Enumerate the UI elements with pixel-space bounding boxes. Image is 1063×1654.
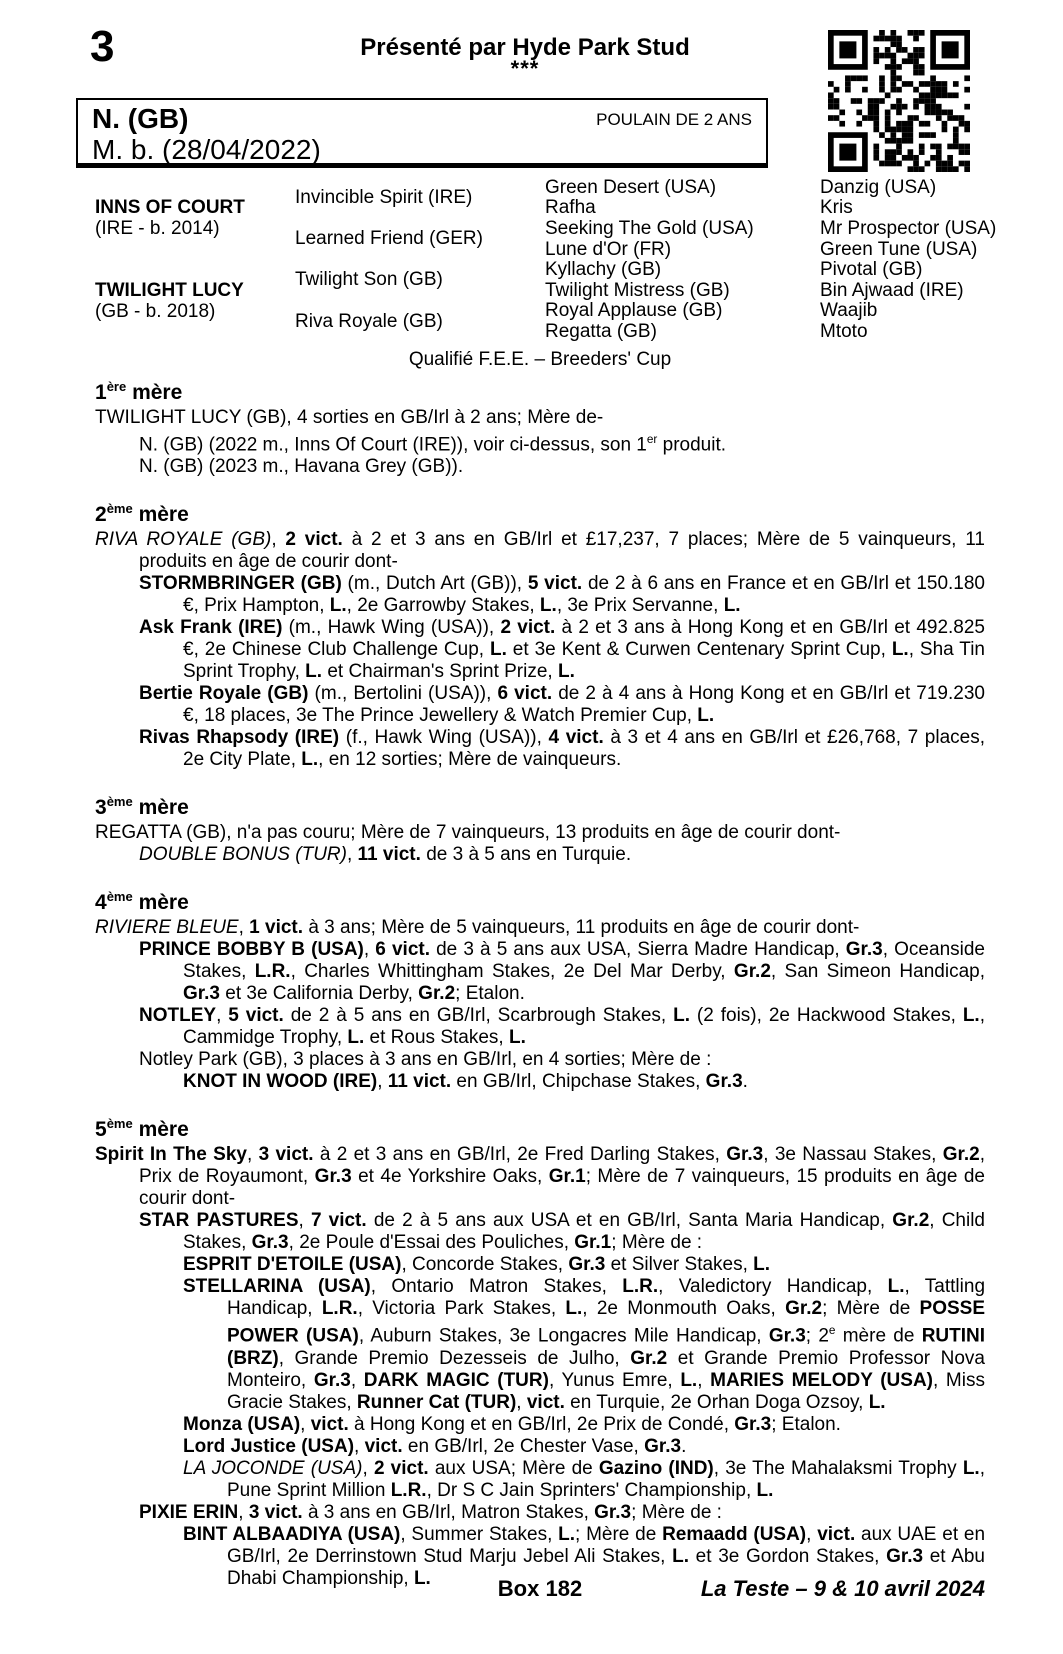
pedigree-paragraph: N. (GB) (2022 m., Inns Of Court (IRE)), voir ci-dessus, son 1er produit. <box>139 433 726 456</box>
pedigree-paragraph: Ask Frank (IRE) (m., Hawk Wing (USA)), 2 vict. à 2 et 3 ans à Hong Kong et en GB/Irl et 492.825 €, 2e Chinese Club Challenge Cup, L. et 3e Kent & Curwen Centenary Sprint Cup, L., Sha Tin Sprint Trophy, L. et Chairman's Sprint Prize, L. <box>139 617 985 683</box>
pedigree-ancestor-gen4: Waajib <box>820 300 878 322</box>
pedigree-table <box>95 176 997 342</box>
pedigree-ancestor-gen2: Twilight Son (GB) <box>295 269 443 291</box>
pedigree-paragraph: NOTLEY, 5 vict. de 2 à 5 ans en GB/Irl, Scarbrough Stakes, L. (2 fois), 2e Hackwood Stakes, L., Cammidge Trophy, L. et Rous Stakes, L. <box>139 1005 985 1049</box>
pedigree-paragraph: Spirit In The Sky, 3 vict. à 2 et 3 ans en GB/Irl, 2e Fred Darling Stakes, Gr.3, 3e Nassau Stakes, Gr.2, Prix de Royaumont, Gr.3 et 4e Yorkshire Oaks, Gr.1; Mère de 7 vainqueurs, 15 produits en âge de courir dont- <box>95 1144 985 1210</box>
pedigree-ancestor-gen3: Rafha <box>545 197 596 219</box>
pedigree-paragraph: RIVIERE BLEUE, 1 vict. à 3 ans; Mère de 5 vainqueurs, 11 produits en âge de courir dont- <box>95 917 860 939</box>
lot-name-box <box>76 98 768 168</box>
footer <box>95 1576 985 1602</box>
pedigree-ancestor-gen3: Twilight Mistress (GB) <box>545 279 730 301</box>
pedigree-paragraph: DOUBLE BONUS (TUR), 11 vict. de 3 à 5 ans en Turquie. <box>139 844 632 866</box>
ancestor-details: (GB - b. 2018) <box>95 300 216 322</box>
mere-heading: 1ère mère <box>95 379 183 404</box>
main-content <box>95 349 985 1590</box>
mere-heading: 4ème mère <box>95 889 189 915</box>
mere-heading: 5ème mère <box>95 1116 189 1142</box>
pedigree-ancestor-gen3: Green Desert (USA) <box>545 176 717 198</box>
mere-section <box>95 1112 985 1589</box>
pedigree-paragraph: TWILIGHT LUCY (GB), 4 sorties en GB/Irl à 2 ans; Mère de- <box>95 407 604 428</box>
pedigree-paragraph: BINT ALBAADIYA (USA), Summer Stakes, L.; Mère de Remaadd (USA), vict. aux UAE et en GB/Irl, 2e Derrinstown Stud Marju Jebel Ali Stakes, L. et 3e Gordon Stakes, Gr.3 et Abu Dhabi Championship, L. <box>183 1523 986 1589</box>
pedigree-paragraph: N. (GB) (2023 m., Havana Grey (GB)). <box>139 456 464 478</box>
pedigree-paragraph: PIXIE ERIN, 3 vict. à 3 ans en GB/Irl, Matron Stakes, Gr.3; Mère de : <box>139 1501 722 1523</box>
pedigree-ancestor-gen2: Riva Royale (GB) <box>295 310 443 332</box>
horse-name: N. (GB) <box>92 103 189 134</box>
sale-info: La Teste – 9 & 10 avril 2024 <box>700 1576 985 1601</box>
pedigree-ancestor-gen2: Invincible Spirit (IRE) <box>295 187 473 209</box>
pedigree-paragraph: STORMBRINGER (GB) (m., Dutch Art (GB)), 5 vict. de 2 à 6 ans en France et en GB/Irl et 150.180 €, Prix Hampton, L., 2e Garrowby Stakes, L., 3e Prix Servanne, L. <box>139 573 985 617</box>
pedigree-paragraph: RIVA ROYALE (GB), 2 vict. à 2 et 3 ans en GB/Irl et £17,237, 7 places; Mère de 5 vainqueurs, 11 produits en âge de courir dont- <box>95 529 985 573</box>
mere-section <box>95 497 985 771</box>
mere-sections <box>95 375 985 1590</box>
pedigree-paragraph: STELLARINA (USA), Ontario Matron Stakes, L.R., Valedictory Handicap, L., Tattling Handicap, L.R., Victoria Park Stakes, L., 2e Monmouth Oaks, Gr.2; Mère de POSSE POWER (USA), Auburn Stakes, 3e Longacres Mile Handicap, Gr.3; 2e mère de RUTINI (BRZ), Grande Premio Dezesseis de Julho, Gr.2 et Grande Premio Professor Nova Monteiro, Gr.3, DARK MAGIC (TUR), Yunus Emre, L., MARIES MELODY (USA), Miss Gracie Stakes, Runner Cat (TUR), vict. en Turquie, 2e Orhan Doga Ozsoy, L. <box>183 1276 986 1413</box>
pedigree-ancestor-gen4: Kris <box>820 197 853 219</box>
pedigree-ancestor-gen4: Pivotal (GB) <box>820 259 923 281</box>
presenter-block <box>95 34 955 81</box>
pedigree-paragraph: ESPRIT D'ETOILE (USA), Concorde Stakes, Gr.3 et Silver Stakes, L. <box>183 1254 771 1276</box>
pedigree-ancestor-gen3: Seeking The Gold (USA) <box>545 217 754 239</box>
pedigree-ancestor-gen4: Bin Ajwaad (IRE) <box>820 279 964 301</box>
pedigree-paragraph: REGATTA (GB), n'a pas couru; Mère de 7 vainqueurs, 13 produits en âge de courir dont- <box>95 822 841 844</box>
pedigree-ancestor-gen3: Lune d'Or (FR) <box>545 238 672 260</box>
pedigree-paragraph: PRINCE BOBBY B (USA), 6 vict. de 3 à 5 ans aux USA, Sierra Madre Handicap, Gr.3, Oceanside Stakes, L.R., Charles Whittingham Stakes, 2e Del Mar Derby, Gr.2, San Simeon Handicap, Gr.3 et 3e California Derby, Gr.2; Etalon. <box>139 939 985 1005</box>
pedigree-ancestor-gen4: Danzig (USA) <box>820 176 937 198</box>
pedigree-ancestor-gen2: Learned Friend (GER) <box>295 228 483 250</box>
pedigree-ancestor-gen3: Regatta (GB) <box>545 320 657 342</box>
mere-heading: 2ème mère <box>95 501 189 527</box>
box-number: Box 182 <box>497 1576 583 1601</box>
pedigree-ancestor-gen4: Green Tune (USA) <box>820 238 978 260</box>
mere-heading: 3ème mère <box>95 794 189 820</box>
ancestor-details: (IRE - b. 2014) <box>95 218 220 240</box>
lot-number: 3 <box>90 22 115 71</box>
pedigree-paragraph: Notley Park (GB), 3 places à 3 ans en GB/Irl, en 4 sorties; Mère de : <box>139 1049 712 1071</box>
pedigree-ancestor-gen3: Royal Applause (GB) <box>545 300 723 322</box>
pedigree-paragraph: LA JOCONDE (USA), 2 vict. aux USA; Mère de Gazino (IND), 3e The Mahalaksmi Trophy L., Pune Sprint Million L.R., Dr S C Jain Sprinters' Championship, L. <box>183 1457 985 1501</box>
mere-section <box>95 885 985 1093</box>
pedigree-ancestor-gen1 <box>95 177 295 259</box>
presenter-stars: *** <box>510 56 540 81</box>
horse-category: POULAIN DE 2 ANS <box>596 110 752 129</box>
pedigree-ancestor-gen1 <box>95 259 295 341</box>
pedigree-ancestor-gen4: Mtoto <box>820 320 868 342</box>
qr-code-icon <box>828 30 970 172</box>
horse-identity <box>92 103 321 163</box>
ancestor-name: TWILIGHT LUCY <box>95 279 244 301</box>
pedigree-paragraph: Monza (USA), vict. à Hong Kong et en GB/Irl, 2e Prix de Condé, Gr.3; Etalon. <box>183 1413 841 1435</box>
qualification-line: Qualifié F.E.E. – Breeders' Cup <box>408 349 672 370</box>
pedigree-paragraph: Bertie Royale (GB) (m., Bertolini (USA)), 6 vict. de 2 à 4 ans à Hong Kong et en GB/Irl et 719.230 €, 18 places, 3e The Prince Jewellery & Watch Premier Cup, L. <box>139 683 985 727</box>
presenter-title: Présenté par Hyde Park Stud <box>360 34 690 61</box>
pedigree-paragraph: KNOT IN WOOD (IRE), 11 vict. en GB/Irl, Chipchase Stakes, Gr.3. <box>183 1071 748 1093</box>
pedigree-paragraph: STAR PASTURES, 7 vict. de 2 à 5 ans aux USA et en GB/Irl, Santa Maria Handicap, Gr.2, Child Stakes, Gr.3, 2e Poule d'Essai des Pouliches, Gr.1; Mère de : <box>139 1210 985 1254</box>
mere-section <box>95 375 985 478</box>
pedigree-ancestor-gen4: Mr Prospector (USA) <box>820 217 997 239</box>
pedigree-ancestor-gen3: Kyllachy (GB) <box>545 259 662 281</box>
ancestor-name: INNS OF COURT <box>95 197 245 219</box>
horse-birth-details: M. b. (28/04/2022) <box>92 134 321 165</box>
mere-section <box>95 790 985 866</box>
pedigree-paragraph: Rivas Rhapsody (IRE) (f., Hawk Wing (USA)), 4 vict. à 3 et 4 ans en GB/Irl et £26,768, 7 places, 2e City Plate, L., en 12 sorties; Mère de vainqueurs. <box>139 727 985 771</box>
pedigree-paragraph: Lord Justice (USA), vict. en GB/Irl, 2e Chester Vase, Gr.3. <box>183 1435 687 1457</box>
